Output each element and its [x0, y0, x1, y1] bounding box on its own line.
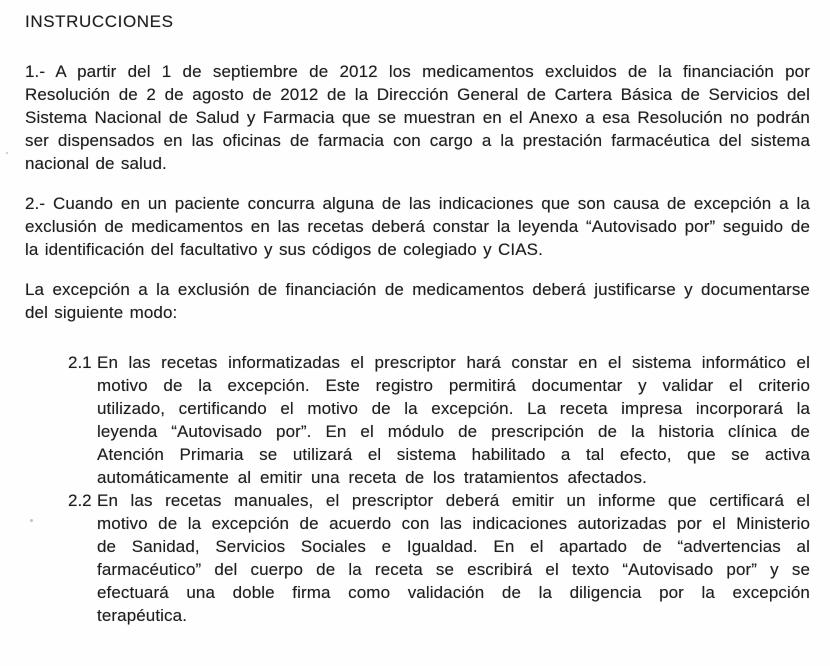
list-item-number: 2.1: [68, 353, 92, 372]
list-item-text: En las recetas informatizadas el prescriptor hará constar en el sistema informático el motivo de la excepción. Este registro permitirá documentar y validar el criterio utilizado, certificando el motivo de la excepción. La receta impresa incorporará la leyenda “Autovisado por”. En el módulo de prescripción de la historia clínica de Atención Primaria se utilizará el sistema habilitado a tal efecto, que se activa automáticamente al emitir una receta de los tratamientos afectados.: [97, 353, 810, 487]
paragraph-2: 2.- Cuando en un paciente concurra alguna de las indicaciones que son causa de excepción a la exclusión de medicamentos en las recetas deberá constar la leyenda “Autovisado por” seguido de la identificación del facultativo y sus códigos de colegiado y CIAS.: [25, 194, 810, 259]
scan-speck: [30, 519, 33, 522]
list-item: [68, 489, 810, 627]
paragraph-1: 1.- A partir del 1 de septiembre de 2012 los medicamentos excluidos de la financiación por Resolución de 2 de agosto de 2012 de la Dirección General de Cartera Básica de Servicios del Sistema Nacional de Salud y Farmacia que se muestran en el Anexo a esa Resolución no podrán ser dispensados en las oficinas de farmacia con cargo a la prestación farmacéutica del sistema nacional de salud.: [25, 62, 810, 173]
document-title: INSTRUCCIONES: [25, 12, 174, 31]
numbered-sublist: [68, 351, 810, 627]
list-item: [68, 351, 810, 489]
list-item-text: En las recetas manuales, el prescriptor deberá emitir un informe que certificará el motivo de la excepción de acuerdo con las indicaciones autorizadas por el Ministerio de Sanidad, Servicios Sociales e Igualdad. En el apartado de “advertencias al farmacéutico” del cuerpo de la receta se escribirá el texto “Autovisado por” y se efectuará una doble firma como validación de la diligencia por la excepción terapéutica.: [97, 491, 810, 625]
list-item-number: 2.2: [68, 491, 92, 510]
paragraph-intro: La excepción a la exclusión de financiación de medicamentos deberá justificarse y documentarse del siguiente modo:: [25, 280, 810, 322]
scan-speck: [6, 152, 8, 154]
